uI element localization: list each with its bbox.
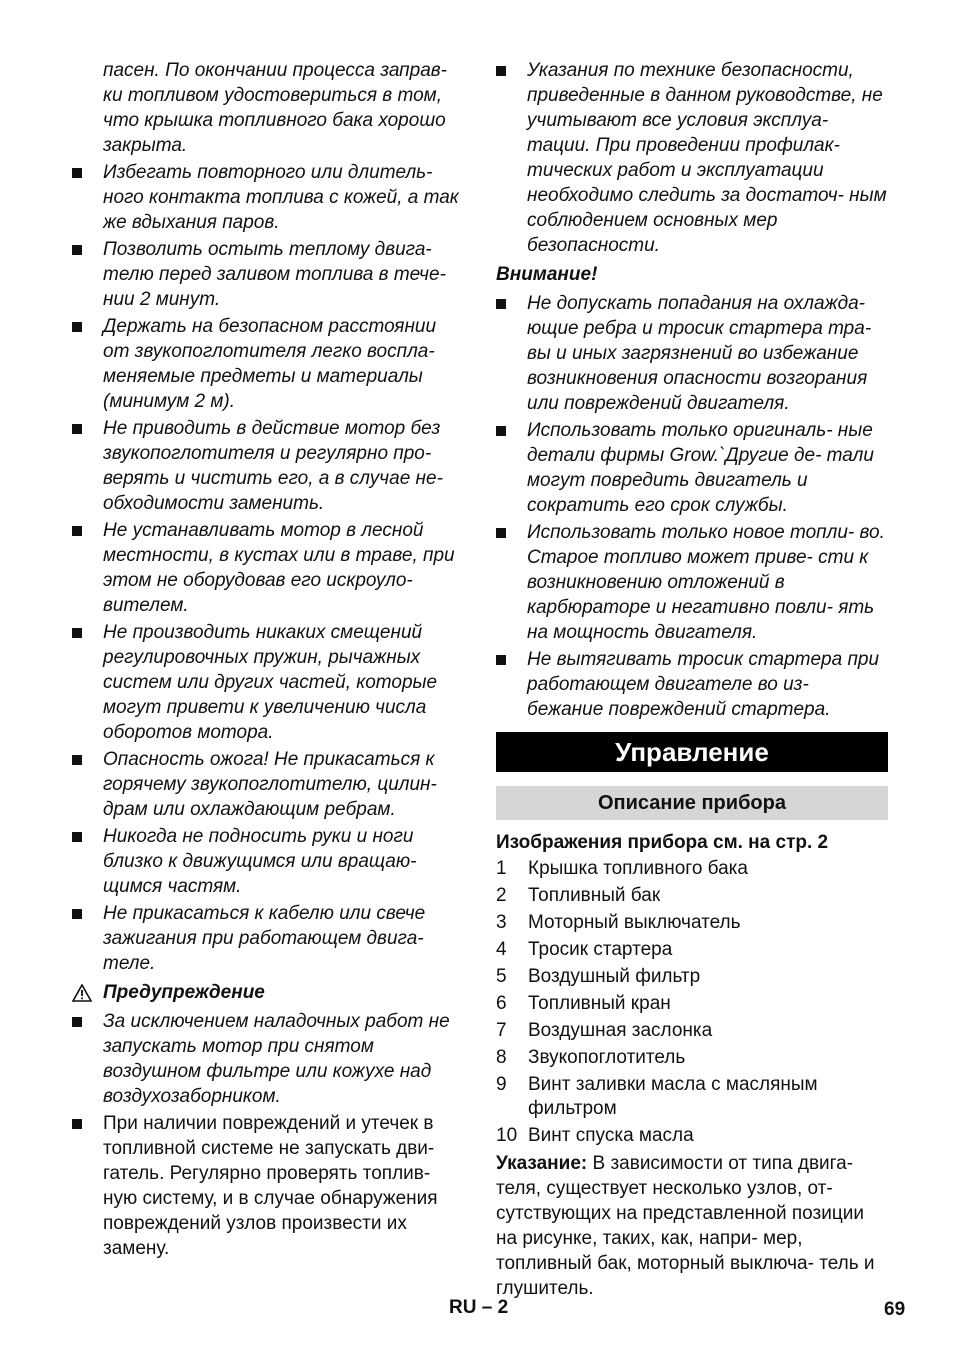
bullet-square-icon — [496, 66, 506, 76]
bullet-item: Указания по технике безопасности, приведенные в данном руководстве, не учитывают все условия эксплуа- тации. При проведении профилак- тических работ и эксплуатации необходимо следить за достаточ- ным соблюдением основных мер безопасности. — [496, 58, 888, 258]
bullet-square-icon — [72, 526, 82, 536]
warning-bullet-item: За исключением наладочных работ не запускать мотор при снятом воздушном фильтре или кожухе над воздухозаборником. — [72, 1009, 464, 1109]
list-item: 2 Топливный бак — [496, 885, 661, 906]
bullet-square-icon — [496, 426, 506, 436]
note-label: Указание: — [496, 1153, 588, 1174]
note-text: В зависимости от типа двига- теля, существует несколько узлов, от- сутствующих на представленной позиции на рисунке, таких, как, напри- мер, топливный бак, моторный выключа- тель и глушитель. — [496, 1153, 875, 1299]
bullet-square-icon — [72, 909, 82, 919]
attention-bullet-item: Не допускать попадания на охлажда- ющие ребра и тросик стартера тра- вы и иных загрязнений во избежание возникновения опасности возгорания или повреждений двигателя. — [496, 291, 888, 416]
right-column — [496, 58, 888, 1301]
left-column — [72, 58, 464, 1261]
warning-triangle-icon — [72, 984, 92, 1002]
attention-bullet-item: Использовать только оригиналь- ные детали фирмы Grow.`Другие де- тали могут повредить двигатель и сократить его срок службы. — [496, 418, 888, 518]
list-item: 8 Звукопоглотитель — [496, 1047, 686, 1068]
bullet-item: Не производить никаких смещений регулировочных пружин, рычажных систем или других частей, которые могут привети к увеличению числа оборотов мотора. — [72, 620, 464, 745]
image-reference: Изображения прибора см. на стр. 2 — [496, 832, 829, 853]
bullet-square-icon — [72, 628, 82, 638]
attention-bullet-item: Использовать только новое топли- во. Старое топливо может приве- сти к возникновению отложений в карбюраторе и негативно повли- ять на мощность двигателя. — [496, 520, 888, 645]
list-item: 9 Винт заливки масла с масляным фильтром — [496, 1074, 818, 1119]
page-number: 69 — [884, 1299, 906, 1320]
bullet-square-icon — [496, 299, 506, 309]
section-title: Управление — [496, 732, 888, 772]
list-item: 7 Воздушная заслонка — [496, 1020, 713, 1041]
footer-lang-page: RU – 2 — [449, 1297, 509, 1318]
intro-paragraph: пасен. По окончании процесса заправ- ки топливом удостовериться в том, что крышка топливного бака хорошо закрыта. — [103, 60, 448, 156]
list-item: 1 Крышка топливного бака — [496, 858, 748, 879]
attention-label: Внимание! — [496, 264, 598, 285]
bullet-square-icon — [72, 1119, 82, 1129]
bullet-item: Не приводить в действие мотор без звукопоглотителя и регулярно про- верять и чистить его, а в случае не- обходимости заменить. — [72, 416, 464, 516]
bullet-square-icon — [72, 245, 82, 255]
list-item: 10 Винт спуска масла — [496, 1125, 694, 1146]
note-paragraph — [496, 1151, 888, 1301]
bullet-item: Держать на безопасном расстоянии от звукопоглотителя легко воспла- меняемые предметы и материалы (минимум 2 м). — [72, 314, 464, 414]
attention-bullet-item: Не вытягивать тросик стартера при работающем двигателе во из- бежание повреждений стартера. — [496, 647, 888, 722]
bullet-item: Не прикасаться к кабелю или свече зажигания при работающем двига- теле. — [72, 901, 464, 976]
bullet-item: Избегать повторного или длитель- ного контакта топлива с кожей, а так же вдыхания паров. — [72, 160, 464, 235]
subsection-title: Описание прибора — [496, 786, 888, 820]
bullet-item: Опасность ожога! Не прикасаться к горячему звукопоглотителю, цилин- драм или охлаждающим ребрам. — [72, 747, 464, 822]
list-item: 4 Тросик стартера — [496, 939, 673, 960]
bullet-square-icon — [72, 1017, 82, 1027]
bullet-item: Не устанавливать мотор в лесной местности, в кустах или в траве, при этом не оборудовав его искроуло- вителем. — [72, 518, 464, 618]
bullet-square-icon — [72, 832, 82, 842]
warning-heading — [72, 980, 464, 1005]
bullet-item: При наличии повреждений и утечек в топливной системе не запускать дви- гатель. Регулярно проверять топлив- ную систему, и в случае обнаружения повреждений узлов произвести их замену. — [72, 1111, 464, 1261]
bullet-item: Никогда не подносить руки и ноги близко к движущимся или вращаю- щимся частям. — [72, 824, 464, 899]
bullet-square-icon — [72, 168, 82, 178]
parts-list — [496, 857, 888, 1148]
bullet-square-icon — [496, 655, 506, 665]
list-item: 5 Воздушный фильтр — [496, 966, 701, 987]
bullet-square-icon — [72, 755, 82, 765]
bullet-square-icon — [72, 322, 82, 332]
bullet-square-icon — [72, 424, 82, 434]
bullet-item: Позволить остыть теплому двига- телю перед заливом топлива в тече- нии 2 минут. — [72, 237, 464, 312]
list-item: 3 Моторный выключатель — [496, 912, 741, 933]
warning-label: Предупреждение — [103, 982, 265, 1003]
list-item: 6 Топливный кран — [496, 993, 671, 1014]
bullet-square-icon — [496, 528, 506, 538]
